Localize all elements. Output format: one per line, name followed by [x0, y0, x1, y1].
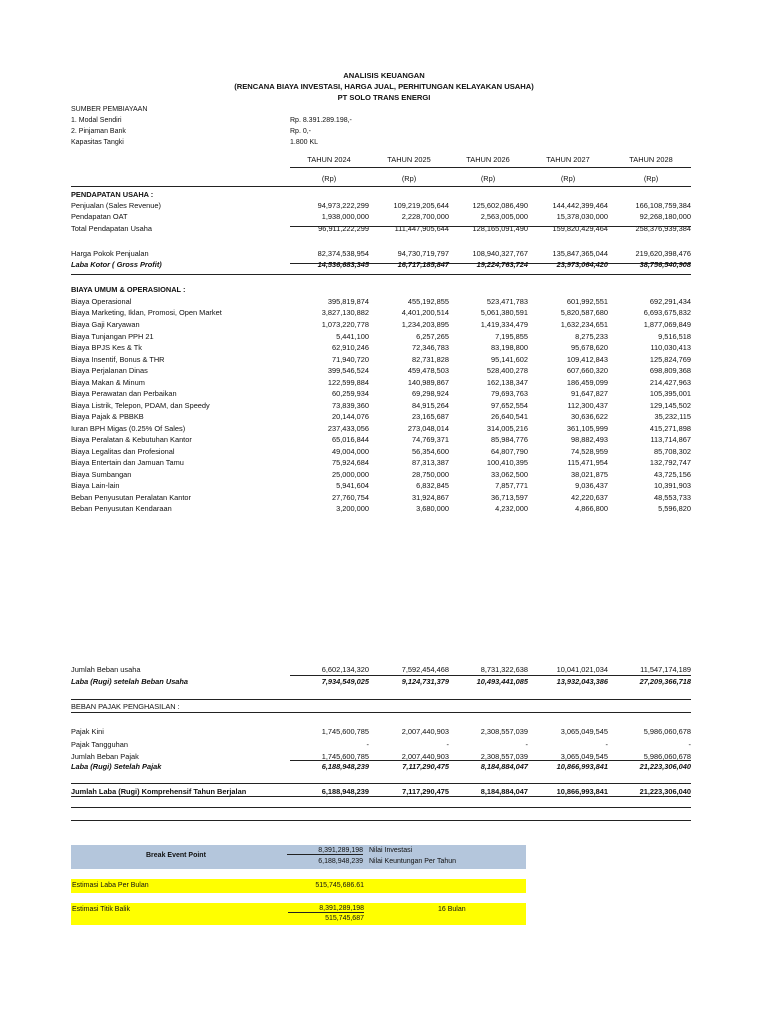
row-value: 6,188,948,239 [321, 787, 369, 796]
row-value: 10,041,021,034 [556, 665, 608, 674]
row-value: 5,986,060,678 [643, 727, 691, 736]
row-value: 49,004,000 [332, 447, 369, 456]
subtotal-line [290, 226, 691, 227]
unit-header: (Rp) [643, 174, 659, 183]
row-value: 3,200,000 [336, 504, 369, 513]
row-value: 258,376,939,384 [635, 224, 691, 233]
row-value: 112,300,437 [567, 401, 608, 410]
table-row [71, 677, 691, 688]
table-row [71, 378, 691, 389]
row-value: 75,924,684 [332, 458, 369, 467]
row-value: 73,839,360 [332, 401, 369, 410]
funding-value: Rp. 8.391.289.198,- [290, 117, 352, 124]
table-row [71, 493, 691, 504]
row-value: 5,986,060,678 [643, 752, 691, 761]
row-value: 1,745,600,785 [321, 752, 369, 761]
table-row [71, 740, 691, 751]
row-value: 5,441,100 [336, 332, 369, 341]
row-value: 1,073,220,778 [321, 320, 369, 329]
row-value: 5,820,587,680 [560, 308, 608, 317]
table-row [71, 401, 691, 412]
row-value: 33,062,500 [491, 470, 528, 479]
row-value: 48,553,733 [654, 493, 691, 502]
row-value: 85,984,776 [491, 435, 528, 444]
row-value: 115,471,954 [567, 458, 608, 467]
row-value: 159,820,429,464 [552, 224, 608, 233]
row-value: 1,234,203,895 [401, 320, 449, 329]
row-label: Laba (Rugi) Setelah Pajak [71, 762, 162, 771]
row-value: 100,410,395 [486, 458, 528, 467]
table-row [71, 285, 691, 296]
row-value: 6,602,134,320 [321, 665, 369, 674]
row-label: Biaya Operasional [71, 297, 132, 306]
row-value: 8,731,322,638 [480, 665, 528, 674]
row-value: 2,007,440,903 [401, 727, 449, 736]
row-label: BIAYA UMUM & OPERASIONAL : [71, 285, 186, 294]
row-value: 528,400,278 [486, 366, 528, 375]
unit-header: (Rp) [560, 174, 576, 183]
row-label: BEBAN PAJAK PENGHASILAN : [71, 702, 180, 711]
unit-header-row [71, 174, 691, 185]
row-value: 3,827,130,882 [321, 308, 369, 317]
row-value: 109,412,843 [566, 355, 608, 364]
row-label: Biaya Gaji Karyawan [71, 320, 140, 329]
row-value: 8,275,233 [575, 332, 608, 341]
subtotal-line [290, 263, 691, 264]
row-value: 2,563,005,000 [480, 212, 528, 221]
row-value: 2,007,440,903 [401, 752, 449, 761]
row-value: 144,442,399,464 [552, 201, 608, 210]
row-value: 31,924,867 [412, 493, 449, 502]
row-value: 105,395,001 [649, 389, 691, 398]
row-value: 13,932,043,386 [556, 677, 608, 686]
table-row [71, 308, 691, 319]
row-label: Iuran BPH Migas (0.25% Of Sales) [71, 424, 186, 433]
row-label: Biaya Marketing, Iklan, Promosi, Open Market [71, 308, 222, 317]
row-value: 3,680,000 [416, 504, 449, 513]
annual-profit-value: 6,188,948,239 [318, 858, 363, 865]
row-value: 186,459,099 [566, 378, 608, 387]
row-value: 87,313,387 [412, 458, 449, 467]
row-value: 35,232,115 [654, 412, 691, 421]
row-label: Jumlah Beban usaha [71, 665, 141, 674]
row-label: Biaya Perawatan dan Perbaikan [71, 389, 177, 398]
report-title: ANALISIS KEUANGAN [343, 71, 425, 80]
row-value: 109,219,205,644 [393, 201, 449, 210]
funding-value: 1.800 KL [290, 139, 319, 146]
row-value: 10,866,993,841 [556, 787, 608, 796]
row-value: 125,824,769 [649, 355, 691, 364]
monthly-profit-value: 515,745,686.61 [315, 882, 364, 889]
row-value: 166,108,759,384 [635, 201, 691, 210]
row-label: Total Pendapatan Usaha [71, 224, 152, 233]
row-label: Biaya Perjalanan Dinas [71, 366, 148, 375]
year-header: TAHUN 2024 [307, 155, 351, 164]
header-divider [290, 167, 691, 168]
table-row [71, 412, 691, 423]
row-value: 28,750,000 [412, 470, 449, 479]
row-value: 1,745,600,785 [321, 727, 369, 736]
row-value: 14,536,683,345 [317, 260, 369, 269]
row-value: 64,807,790 [491, 447, 528, 456]
row-value: 132,792,747 [649, 458, 691, 467]
row-value: 361,105,999 [566, 424, 608, 433]
row-value: 30,636,622 [571, 412, 608, 421]
row-label: Beban Penyusutan Kendaraan [71, 504, 172, 513]
row-value: 459,478,503 [407, 366, 449, 375]
funding-heading: SUMBER PEMBIAYAAN [71, 106, 148, 113]
row-value: 95,141,602 [491, 355, 528, 364]
row-value: 96,911,222,299 [318, 224, 369, 233]
row-label: Biaya Pajak & PBBKB [71, 412, 144, 421]
table-row [71, 190, 691, 201]
row-label: Laba Kotor ( Gross Profit) [71, 260, 162, 269]
row-value: 72,346,783 [412, 343, 449, 352]
row-value: 135,847,365,044 [552, 249, 608, 258]
row-label: Laba (Rugi) setelah Beban Usaha [71, 677, 189, 686]
row-value: 8,184,884,047 [480, 762, 528, 771]
row-value: 7,934,549,025 [321, 677, 369, 686]
row-value: 23,165,687 [412, 412, 449, 421]
unit-header: (Rp) [321, 174, 337, 183]
row-label: Pendapatan OAT [71, 212, 128, 221]
table-row [71, 424, 691, 435]
row-value: 42,220,637 [571, 493, 608, 502]
year-header-row [71, 155, 691, 166]
row-label: Biaya BPJS Kes & Tk [71, 343, 142, 352]
table-row [71, 762, 691, 773]
row-value: 9,516,518 [658, 332, 691, 341]
row-value: 71,940,720 [332, 355, 369, 364]
row-value: - [366, 740, 369, 749]
row-value: 69,298,924 [412, 389, 449, 398]
table-row [71, 458, 691, 469]
row-value: 65,016,844 [332, 435, 369, 444]
row-value: 79,693,763 [491, 389, 528, 398]
row-label: Harga Pokok Penjualan [71, 249, 149, 258]
table-row [71, 447, 691, 458]
total-line [71, 796, 691, 797]
row-value: 83,198,800 [491, 343, 528, 352]
row-value: 110,030,413 [650, 343, 691, 352]
row-label: Biaya Peralatan & Kebutuhan Kantor [71, 435, 192, 444]
row-value: 219,620,398,476 [635, 249, 691, 258]
table-row [71, 201, 691, 212]
year-header: TAHUN 2025 [387, 155, 431, 164]
total-line [71, 820, 691, 821]
row-value: 10,866,993,841 [556, 762, 608, 771]
table-row [71, 320, 691, 331]
table-row [71, 249, 691, 260]
row-label: PENDAPATAN USAHA : [71, 190, 154, 199]
unit-header: (Rp) [401, 174, 417, 183]
row-value: 7,592,454,468 [401, 665, 449, 674]
table-row [71, 343, 691, 354]
row-value: 237,433,056 [327, 424, 369, 433]
row-value: 82,374,538,954 [317, 249, 369, 258]
row-value: 455,192,855 [407, 297, 449, 306]
row-value: 74,769,371 [412, 435, 449, 444]
row-value: 162,138,347 [486, 378, 528, 387]
row-value: 523,471,783 [486, 297, 528, 306]
row-value: - [688, 740, 691, 749]
investment-value: 8,391,289,198 [287, 847, 363, 855]
row-value: 27,760,754 [332, 493, 369, 502]
row-value: - [605, 740, 608, 749]
row-value: 74,528,959 [571, 447, 608, 456]
monthly-profit-label: Estimasi Laba Per Bulan [72, 882, 149, 889]
row-value: 16,717,185,847 [397, 260, 449, 269]
row-value: 2,308,557,039 [480, 752, 528, 761]
year-header: TAHUN 2027 [546, 155, 590, 164]
total-line [71, 699, 691, 700]
total-line [71, 783, 691, 784]
row-value: 214,427,963 [649, 378, 691, 387]
row-value: 85,708,302 [654, 447, 691, 456]
row-value: 4,401,200,514 [401, 308, 449, 317]
investment-desc: Nilai Investasi [369, 847, 413, 854]
row-value: 91,647,827 [571, 389, 608, 398]
table-row [71, 727, 691, 738]
table-row [71, 332, 691, 343]
row-value: 415,271,898 [649, 424, 691, 433]
row-label: Jumlah Beban Pajak [71, 752, 139, 761]
row-value: 273,048,014 [407, 424, 449, 433]
year-header: TAHUN 2026 [466, 155, 510, 164]
row-value: 607,660,320 [566, 366, 608, 375]
row-value: 113,714,867 [650, 435, 691, 444]
row-label: Biaya Tunjangan PPH 21 [71, 332, 154, 341]
row-value: 62,910,246 [332, 343, 369, 352]
row-value: 38,756,540,908 [639, 260, 691, 269]
row-value: 4,866,800 [575, 504, 608, 513]
total-line [71, 712, 691, 713]
row-value: 9,036,437 [575, 481, 608, 490]
row-value: 25,000,000 [332, 470, 369, 479]
row-value: 82,731,828 [412, 355, 449, 364]
payback-denominator: 515,745,687 [325, 915, 364, 922]
row-value: 94,730,719,797 [397, 249, 449, 258]
row-value: 129,145,502 [649, 401, 691, 410]
row-value: 140,989,867 [407, 378, 449, 387]
row-value: 21,223,306,040 [639, 787, 691, 796]
company-name: PT SOLO TRANS ENERGI [337, 93, 431, 102]
year-header: TAHUN 2028 [629, 155, 673, 164]
row-value: 1,877,069,849 [643, 320, 691, 329]
row-label: Biaya Legalitas dan Profesional [71, 447, 175, 456]
subtotal-line [290, 675, 691, 676]
row-value: 95,678,620 [571, 343, 608, 352]
break-even-label: Break Event Point [146, 852, 206, 859]
row-value: 111,447,905,644 [394, 224, 449, 233]
row-label: Beban Penyusutan Peralatan Kantor [71, 493, 191, 502]
row-value: - [525, 740, 528, 749]
table-row [71, 355, 691, 366]
row-value: - [446, 740, 449, 749]
row-value: 7,195,855 [495, 332, 528, 341]
funding-label: 2. Pinjaman Bank [71, 128, 126, 135]
row-value: 26,640,541 [491, 412, 528, 421]
row-label: Biaya Lain-lain [71, 481, 120, 490]
row-value: 4,232,000 [495, 504, 528, 513]
subtotal-line [290, 760, 691, 761]
annual-profit-desc: Nilai Keuntungan Per Tahun [369, 858, 457, 865]
table-row [71, 504, 691, 515]
row-label: Biaya Listrik, Telepon, PDAM, dan Speedy [71, 401, 210, 410]
table-row [71, 389, 691, 400]
row-value: 60,259,934 [332, 389, 369, 398]
row-value: 7,117,290,475 [402, 762, 449, 771]
payback-label: Estimasi Titik Balik [72, 906, 130, 913]
row-value: 399,546,524 [327, 366, 369, 375]
row-value: 122,599,884 [327, 378, 369, 387]
row-label: Pajak Kini [71, 727, 104, 736]
row-value: 8,184,884,047 [480, 787, 528, 796]
report-subtitle: (RENCANA BIAYA INVESTASI, HARGA JUAL, PERHITUNGAN KELAYAKAN USAHA) [234, 82, 534, 91]
row-value: 94,973,222,299 [317, 201, 369, 210]
row-value: 97,652,554 [491, 401, 528, 410]
table-row [71, 297, 691, 308]
row-value: 108,940,327,767 [472, 249, 528, 258]
row-value: 15,378,030,000 [556, 212, 608, 221]
row-value: 27,209,366,718 [639, 677, 691, 686]
row-label: Penjualan (Sales Revenue) [71, 201, 161, 210]
table-row [71, 470, 691, 481]
payback-numerator: 8,391,289,198 [288, 905, 364, 913]
row-value: 6,188,948,239 [321, 762, 369, 771]
row-value: 125,602,086,490 [472, 201, 528, 210]
row-value: 7,117,290,475 [402, 787, 449, 796]
row-value: 43,725,156 [654, 470, 691, 479]
row-value: 395,819,874 [327, 297, 369, 306]
total-line [71, 274, 691, 275]
row-value: 3,065,049,545 [560, 752, 608, 761]
row-value: 10,493,441,085 [476, 677, 528, 686]
row-label: Pajak Tangguhan [71, 740, 128, 749]
payback-result: 16 Bulan [438, 906, 466, 913]
row-value: 1,632,234,651 [560, 320, 608, 329]
row-value: 98,882,493 [571, 435, 608, 444]
table-row [71, 212, 691, 223]
row-value: 84,915,264 [412, 401, 449, 410]
row-label: Biaya Entertain dan Jamuan Tamu [71, 458, 184, 467]
row-label: Jumlah Laba (Rugi) Komprehensif Tahun Berjalan [71, 787, 247, 796]
row-value: 56,354,600 [412, 447, 449, 456]
row-value: 92,268,180,000 [639, 212, 691, 221]
funding-label: Kapasitas Tangki [71, 139, 124, 146]
row-value: 1,419,334,479 [480, 320, 528, 329]
unit-header: (Rp) [480, 174, 496, 183]
row-value: 6,693,675,832 [643, 308, 691, 317]
row-value: 5,941,604 [336, 481, 369, 490]
row-value: 10,391,903 [654, 481, 691, 490]
funding-value: Rp. 0,- [290, 128, 312, 135]
row-value: 2,228,700,000 [401, 212, 449, 221]
table-row [71, 435, 691, 446]
row-value: 314,005,216 [486, 424, 528, 433]
funding-label: 1. Modal Sendiri [71, 117, 122, 124]
row-value: 6,257,265 [416, 332, 449, 341]
row-value: 23,973,064,420 [556, 260, 608, 269]
row-value: 38,021,875 [571, 470, 608, 479]
row-value: 692,291,434 [649, 297, 691, 306]
row-value: 128,165,091,490 [472, 224, 528, 233]
row-value: 19,224,763,724 [476, 260, 528, 269]
row-label: Biaya Makan & Minum [71, 378, 145, 387]
row-value: 601,992,551 [566, 297, 608, 306]
row-value: 698,809,368 [649, 366, 691, 375]
header-divider [71, 186, 691, 187]
row-value: 11,547,174,189 [640, 665, 691, 674]
row-value: 20,144,076 [332, 412, 369, 421]
table-row [71, 481, 691, 492]
total-line [71, 807, 691, 808]
row-label: Biaya Insentif, Bonus & THR [71, 355, 165, 364]
table-row [71, 366, 691, 377]
table-row [71, 260, 691, 271]
row-value: 1,938,000,000 [321, 212, 369, 221]
row-value: 3,065,049,545 [560, 727, 608, 736]
row-value: 21,223,306,040 [639, 762, 691, 771]
row-value: 2,308,557,039 [480, 727, 528, 736]
row-value: 5,061,380,591 [480, 308, 528, 317]
row-value: 5,596,820 [658, 504, 691, 513]
row-value: 9,124,731,379 [401, 677, 449, 686]
row-value: 7,857,771 [495, 481, 528, 490]
row-value: 36,713,597 [491, 493, 528, 502]
row-label: Biaya Sumbangan [71, 470, 132, 479]
row-value: 6,832,845 [416, 481, 449, 490]
